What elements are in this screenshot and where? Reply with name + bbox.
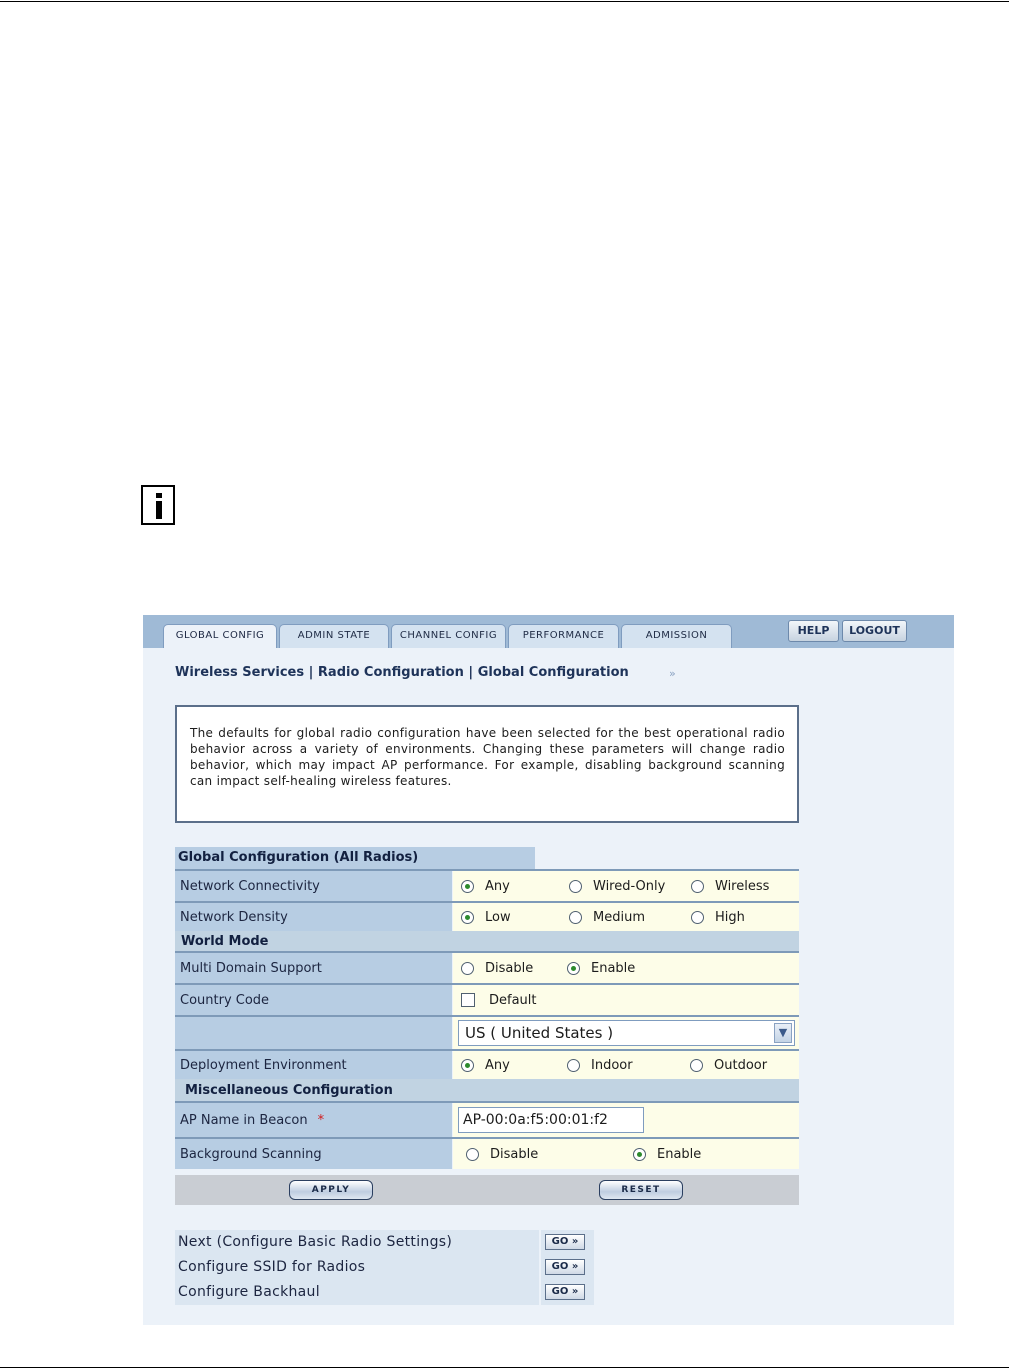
action-bar bbox=[175, 1175, 799, 1205]
radio-icon[interactable] bbox=[569, 911, 582, 924]
required-mark: * bbox=[317, 1112, 325, 1128]
connectivity-wired-only-radio[interactable]: Wired-Only bbox=[569, 871, 665, 901]
logout-button[interactable]: LOGOUT bbox=[842, 620, 907, 642]
breadcrumb-separator: | bbox=[308, 665, 314, 680]
breadcrumb-separator: | bbox=[468, 665, 474, 680]
tab-channel-config[interactable]: CHANNEL CONFIG bbox=[391, 624, 506, 648]
chevron-down-icon[interactable]: ▼ bbox=[774, 1023, 792, 1043]
nav-row-basic-radio bbox=[175, 1230, 594, 1255]
network-density-label: Network Density bbox=[175, 903, 452, 931]
radio-icon[interactable] bbox=[691, 880, 704, 893]
deployment-any-radio[interactable]: Any bbox=[461, 1051, 510, 1079]
deployment-indoor-radio[interactable]: Indoor bbox=[567, 1051, 633, 1079]
nav-label: Next (Configure Basic Radio Settings) bbox=[178, 1234, 453, 1250]
row-country-select bbox=[175, 1017, 799, 1049]
description-box bbox=[175, 705, 799, 823]
deployment-outdoor-radio[interactable]: Outdoor bbox=[690, 1051, 767, 1079]
connectivity-wireless-radio[interactable]: Wireless bbox=[691, 871, 769, 901]
ap-name-label: AP Name in Beacon bbox=[180, 1112, 308, 1128]
radio-selected-icon[interactable] bbox=[567, 962, 580, 975]
row-background-scanning bbox=[175, 1139, 799, 1169]
go-button[interactable]: GO » bbox=[545, 1284, 585, 1300]
ap-name-input[interactable]: AP-00:0a:f5:00:01:f2 bbox=[458, 1107, 644, 1133]
tab-global-config[interactable]: GLOBAL CONFIG bbox=[163, 624, 277, 648]
country-default-checkbox[interactable]: Default bbox=[461, 985, 537, 1015]
row-deployment-environment bbox=[175, 1051, 799, 1079]
radio-icon[interactable] bbox=[690, 1059, 703, 1072]
bg-scan-enable-radio[interactable]: Enable bbox=[633, 1139, 701, 1169]
radio-selected-icon[interactable] bbox=[461, 1059, 474, 1072]
top-rule bbox=[0, 1, 1009, 2]
radio-icon[interactable] bbox=[567, 1059, 580, 1072]
radio-icon[interactable] bbox=[569, 880, 582, 893]
radio-icon[interactable] bbox=[691, 911, 704, 924]
radio-icon[interactable] bbox=[461, 962, 474, 975]
row-network-density bbox=[175, 903, 799, 931]
row-country-code bbox=[175, 985, 799, 1015]
apply-button[interactable]: APPLY bbox=[289, 1180, 373, 1200]
country-code-label: Country Code bbox=[175, 985, 452, 1015]
nav-row-backhaul bbox=[175, 1280, 594, 1305]
multi-domain-label: Multi Domain Support bbox=[175, 953, 452, 983]
breadcrumb-radio-configuration[interactable]: Radio Configuration bbox=[317, 665, 464, 680]
background-scanning-label: Background Scanning bbox=[175, 1139, 452, 1169]
bottom-rule bbox=[0, 1367, 1009, 1368]
breadcrumb-arrow-icon: » bbox=[669, 667, 676, 680]
checkbox-icon[interactable] bbox=[461, 993, 475, 1007]
network-connectivity-label: Network Connectivity bbox=[175, 871, 452, 901]
world-mode-header: World Mode bbox=[175, 931, 799, 951]
country-code-select[interactable]: US ( United States ) ▼ bbox=[458, 1020, 795, 1046]
tab-admin-state[interactable]: ADMIN STATE bbox=[279, 624, 389, 648]
row-network-connectivity bbox=[175, 871, 799, 901]
info-icon bbox=[141, 485, 175, 525]
nav-label: Configure SSID for Radios bbox=[178, 1259, 366, 1275]
breadcrumb-wireless-services[interactable]: Wireless Services bbox=[175, 665, 305, 680]
density-low-radio[interactable]: Low bbox=[461, 903, 511, 931]
density-medium-radio[interactable]: Medium bbox=[569, 903, 645, 931]
multi-domain-disable-radio[interactable]: Disable bbox=[461, 953, 533, 983]
reset-button[interactable]: RESET bbox=[599, 1180, 683, 1200]
radio-selected-icon[interactable] bbox=[461, 880, 474, 893]
tab-bar bbox=[143, 615, 954, 648]
tab-performance[interactable]: PERFORMANCE bbox=[508, 624, 619, 648]
radio-selected-icon[interactable] bbox=[461, 911, 474, 924]
go-button[interactable]: GO » bbox=[545, 1234, 585, 1250]
density-high-radio[interactable]: High bbox=[691, 903, 745, 931]
connectivity-any-radio[interactable]: Any bbox=[461, 871, 510, 901]
go-button[interactable]: GO » bbox=[545, 1259, 585, 1275]
deployment-environment-label: Deployment Environment bbox=[175, 1051, 452, 1079]
multi-domain-enable-radio[interactable]: Enable bbox=[567, 953, 635, 983]
breadcrumb-global-configuration: Global Configuration bbox=[477, 665, 629, 680]
description-text: The defaults for global radio configuration have been selected for the best operational radio behavior across a variety of environments. Changing these parameters will change radio behavior, which may impact AP performance. For example, disabling background scanning can impact self-healing wireless features. bbox=[190, 726, 785, 788]
row-multi-domain bbox=[175, 953, 799, 983]
radio-selected-icon[interactable] bbox=[633, 1148, 646, 1161]
row-ap-name bbox=[175, 1103, 799, 1137]
bg-scan-disable-radio[interactable]: Disable bbox=[466, 1139, 538, 1169]
radio-icon[interactable] bbox=[466, 1148, 479, 1161]
app-frame bbox=[143, 615, 954, 1325]
tab-admission[interactable]: ADMISSION bbox=[621, 624, 732, 648]
form-title: Global Configuration (All Radios) bbox=[175, 847, 535, 869]
breadcrumb bbox=[175, 665, 629, 680]
nav-row-ssid bbox=[175, 1255, 594, 1280]
nav-label: Configure Backhaul bbox=[178, 1284, 320, 1300]
misc-config-header: Miscellaneous Configuration bbox=[175, 1079, 799, 1101]
help-button[interactable]: HELP bbox=[788, 620, 839, 642]
